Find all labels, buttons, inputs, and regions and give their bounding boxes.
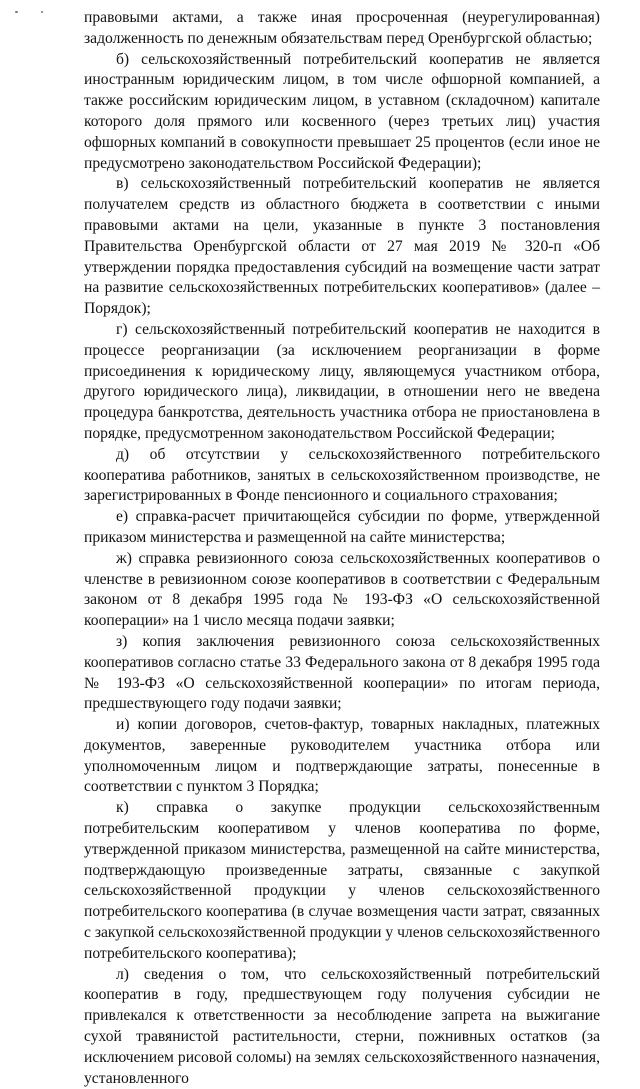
paragraph-item-zh: ж) справка ревизионного союза сельскохозяйственных кооперативов о членстве в ревизионном союзе кооперативов в соответствии с Федеральным законом от 8 декабря 1995 года № 193-ФЗ «О сельскохозяйственной кооперации» на 1 число месяца подачи заявки; <box>84 549 600 630</box>
paragraph-continuation: правовыми актами, а также иная просроченная (неурегулированная) задолженность по денежным обязательствам перед Оренбургской областью; <box>84 9 600 47</box>
paragraph-item-g: г) сельскохозяйственный потребительский кооператив не находится в процессе реорганизации (за исключением реорганизации в форме присоединения к юридическому лицу, являющемуся участником отбора, другого юридического лица), ликвидации, в отношении него не введена процедура банкротства, деятельность участника отбора не приостановлена в порядке, предусмотренном законодательством Российской Федерации; <box>84 320 600 442</box>
document-page <box>84 8 600 1089</box>
paragraph-item-k: к) справка о закупке продукции сельскохозяйственным потребительским кооперативом у членов кооператива по форме, утвержденной приказом министерства, размещенной на сайте министерства, подтверждающую произведенные затраты, связанные с закупкой сельскохозяйственной продукции у членов сельскохозяйственного потребительского кооператива (в случае возмещения части затрат, связанных с закупкой сельскохозяйственной продукции у членов сельскохозяйственного потребительского кооператива); <box>84 799 600 962</box>
paragraph-item-i: и) копии договоров, счетов-фактур, товарных накладных, платежных документов, заверенные руководителем участника отбора или уполномоченным лицом и подтверждающие затраты, понесенные в соответствии с пунктом 3 Порядка; <box>84 716 600 796</box>
paragraph-item-l: л) сведения о том, что сельскохозяйственный потребительский кооператив в году, предшествующем году получения субсидии не привлекался к ответственности за несоблюдение запрета на выжигание сухой травянистой растительности, стерни, пожнивных остатков (за исключением рисовой соломы) на землях сельскохозяйственного назначения, установленного <box>84 965 600 1087</box>
scan-mark <box>41 11 43 13</box>
scan-mark <box>15 11 18 13</box>
paragraph-item-d: д) об отсутствии у сельскохозяйственного потребительского кооператива работников, занятых в сельскохозяйственном производстве, не зарегистрированных в Фонде пенсионного и социального страхования; <box>84 445 600 505</box>
paragraph-item-b: б) сельскохозяйственный потребительский кооператив не является иностранным юридическим лицом, в том числе офшорной компанией, а также российским юридическим лицом, в уставном (складочном) капитале которого доля прямого или косвенного (через третьих лиц) участия офшорных компаний в совокупности превышает 25 процентов (если иное не предусмотрено законодательством Российской Федерации); <box>84 50 600 172</box>
paragraph-item-z: з) копия заключения ревизионного союза сельскохозяйственных кооперативов согласно статье 33 Федерального закона от 8 декабря 1995 года № 193-ФЗ «О сельскохозяйственной кооперации» по итогам периода, предшествующего году подачи заявки; <box>84 632 600 713</box>
paragraph-item-e: е) справка-расчет причитающейся субсидии по форме, утвержденной приказом министерства и размещенной на сайте министерства; <box>84 508 600 546</box>
paragraph-item-v: в) сельскохозяйственный потребительский кооператив не является получателем средств из областного бюджета в соответствии с иными правовыми актами на цели, указанные в пункте 3 постановления Правительства Оренбургской области от 27 мая 2019 № 320-п «Об утверждении порядка предоставления субсидий на возмещение части затрат на развитие сельскохозяйственных потребительских кооперативов» (далее – Порядок); <box>84 175 600 318</box>
